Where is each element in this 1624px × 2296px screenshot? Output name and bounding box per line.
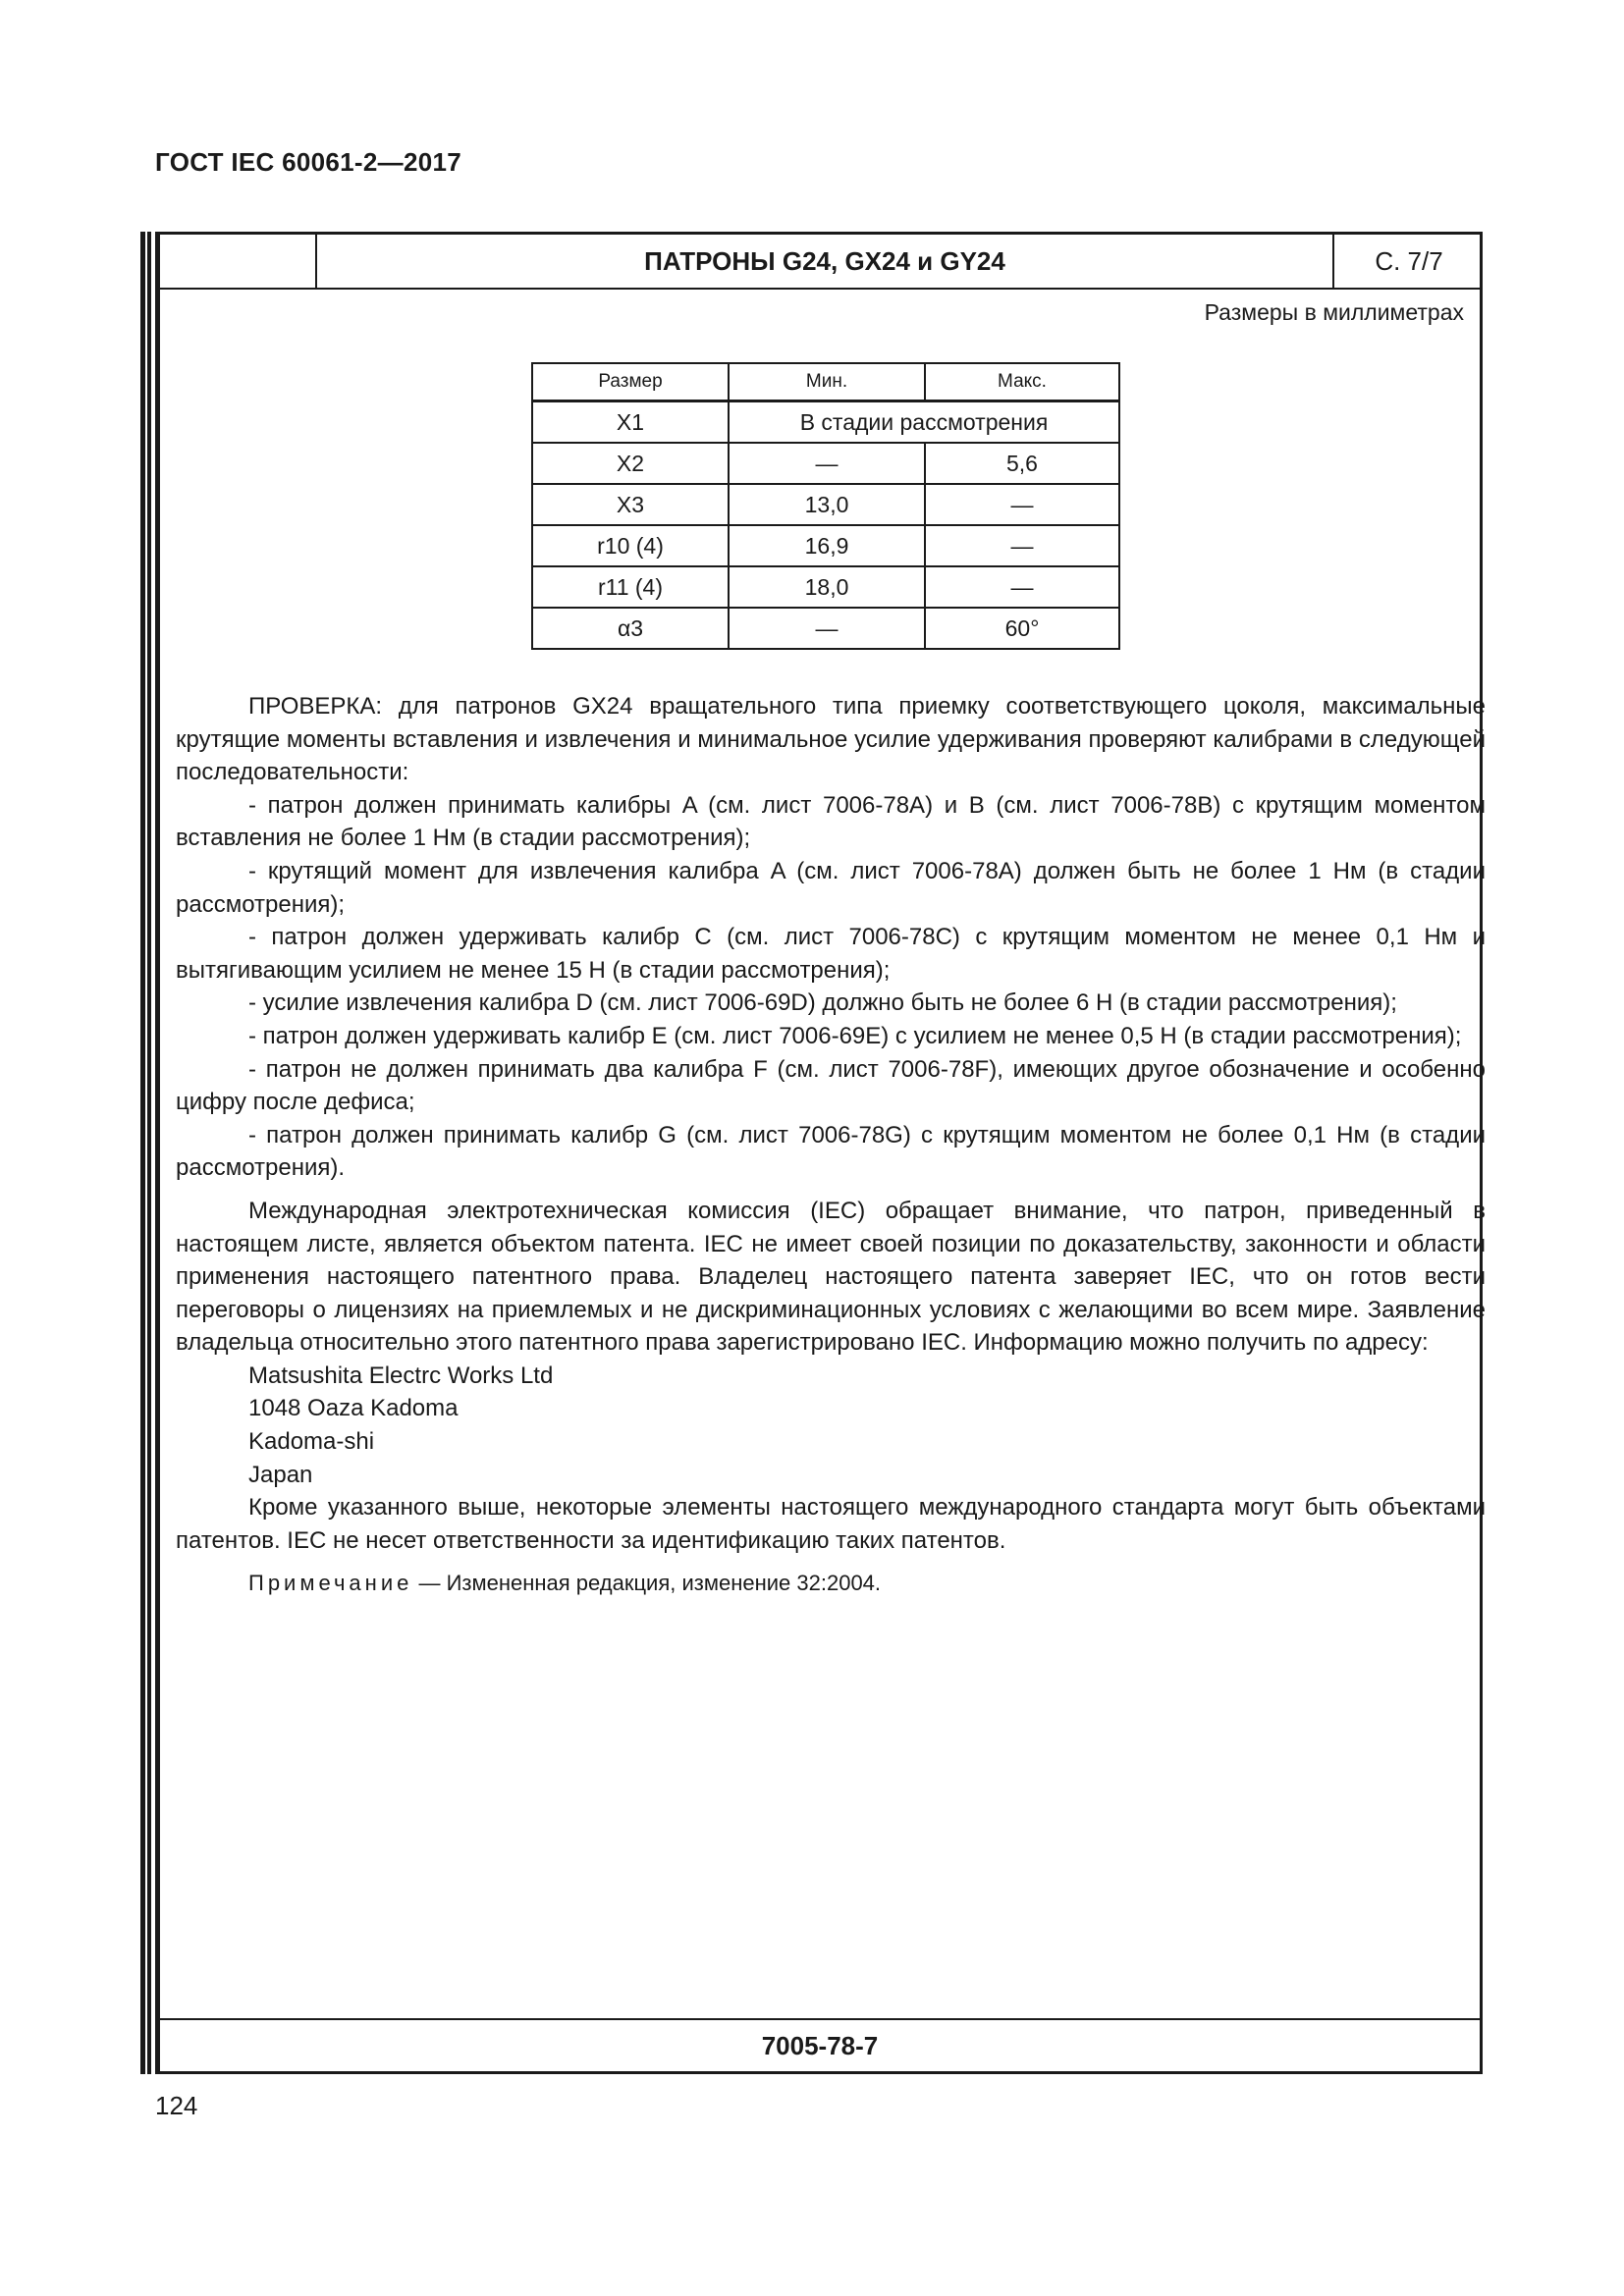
note-label: Примечание: [248, 1571, 413, 1596]
check-item: - усилие извлечения калибра D (см. лист 7006-69D) должно быть не более 6 Н (в стадии рассмотрения);: [248, 989, 1397, 1017]
page-number: 124: [155, 2091, 198, 2120]
table-cell-size: X2: [532, 443, 729, 484]
sheet-footer-code: 7005-78-7: [160, 2018, 1480, 2071]
table-row: [532, 484, 1119, 525]
address-line: Kadoma-shi: [248, 1428, 375, 1456]
sheet-title-row: [160, 235, 1480, 290]
frame-margin-bar: [147, 232, 151, 2074]
address-line: 1048 Oaza Kadoma: [248, 1395, 459, 1422]
table-cell-max: 5,6: [925, 443, 1119, 484]
table-cell-size: r11 (4): [532, 566, 729, 608]
note-paragraph: [176, 1567, 1486, 1600]
check-item: - патрон должен удерживать калибр E (см. лист 7006-69E) с усилием не менее 0,5 Н (в стадии рассмотрения);: [248, 1022, 1462, 1049]
check-intro-paragraph: ПРОВЕРКА: для патронов GX24 вращательного типа приемку соответствующего цоколя, максимальные крутящие моменты вставления и извлечения и минимальное усилие удерживания проверяют калибрами в следующей последовательности:: [176, 693, 1486, 786]
table-cell-min: 13,0: [729, 484, 925, 525]
patent-paragraph: Международная электротехническая комиссия (IEC) обращает внимание, что патрон, приведенный в настоящем листе, является объектом патента. IEC не имеет своей позиции по доказательству, законности и области применения настоящего патентного права. Владелец настоящего патента заверяет IEC, что он готов вести переговоры о лицензиях на приемлемых и не дискриминационных условиях с желающими во всем мире. Заявление владельца относительно этого патентного права зарегистрировано IEC. Информацию можно получить по адресу:: [176, 1197, 1486, 1357]
check-item: - патрон должен удерживать калибр C (см. лист 7006-78C) с крутящим моментом не менее 0,1 Нм и вытягивающим усилием не менее 15 Н (в стадии рассмотрения);: [176, 924, 1486, 984]
table-cell-min: 16,9: [729, 525, 925, 566]
closing-paragraph: Кроме указанного выше, некоторые элементы настоящего международного стандарта могут быть объектами патентов. IEC не несет ответственности за идентификацию таких патентов.: [176, 1494, 1486, 1554]
table-cell-max: —: [925, 566, 1119, 608]
table-cell-max: —: [925, 484, 1119, 525]
table-row: [532, 608, 1119, 649]
table-cell-size: X1: [532, 401, 729, 444]
table-row: [532, 401, 1119, 444]
document-header: ГОСТ IEC 60061-2—2017: [155, 147, 461, 177]
table-row: [532, 566, 1119, 608]
table-cell-merged: В стадии рассмотрения: [729, 401, 1119, 444]
table-cell-size: α3: [532, 608, 729, 649]
address-line: Japan: [248, 1461, 313, 1488]
dimensions-table: [531, 362, 1120, 650]
table-header-row: [532, 363, 1119, 401]
table-header-cell: Мин.: [729, 363, 925, 401]
table-header-cell: Размер: [532, 363, 729, 401]
sheet-body-text: [176, 690, 1486, 1600]
table-cell-size: r10 (4): [532, 525, 729, 566]
check-item: - крутящий момент для извлечения калибра A (см. лист 7006-78A) должен быть не более 1 Нм (в стадии рассмотрения);: [176, 857, 1486, 918]
units-note: Размеры в миллиметрах: [1204, 299, 1464, 325]
table-cell-min: 18,0: [729, 566, 925, 608]
check-item: - патрон должен принимать калибр G (см. лист 7006-78G) с крутящим моментом не более 0,1 Нм (в стадии рассмотрения).: [176, 1121, 1486, 1182]
title-empty-cell: [160, 235, 317, 288]
check-item: - патрон должен принимать калибры A (см. лист 7006-78A) и B (см. лист 7006-78B) с крутящим моментом вставления не более 1 Нм (в стадии рассмотрения);: [176, 791, 1486, 852]
check-item: - патрон не должен принимать два калибра F (см. лист 7006-78F), имеющих другое обозначение и особенно цифру после дефиса;: [176, 1055, 1486, 1116]
note-text: — Измененная редакция, изменение 32:2004.: [412, 1571, 882, 1596]
table-cell-size: X3: [532, 484, 729, 525]
table-cell-max: 60°: [925, 608, 1119, 649]
sheet-frame: [155, 232, 1486, 2074]
sheet-title: ПАТРОНЫ G24, GX24 и GY24: [644, 245, 1005, 276]
table-cell-min: —: [729, 443, 925, 484]
table-cell-max: —: [925, 525, 1119, 566]
table-row: [532, 525, 1119, 566]
table-header-cell: Макс.: [925, 363, 1119, 401]
table-cell-min: —: [729, 608, 925, 649]
address-line: Matsushita Electrc Works Ltd: [248, 1362, 554, 1389]
table-row: [532, 443, 1119, 484]
sheet-page: С. 7/7: [1332, 235, 1484, 288]
frame-margin-bar: [140, 232, 145, 2074]
